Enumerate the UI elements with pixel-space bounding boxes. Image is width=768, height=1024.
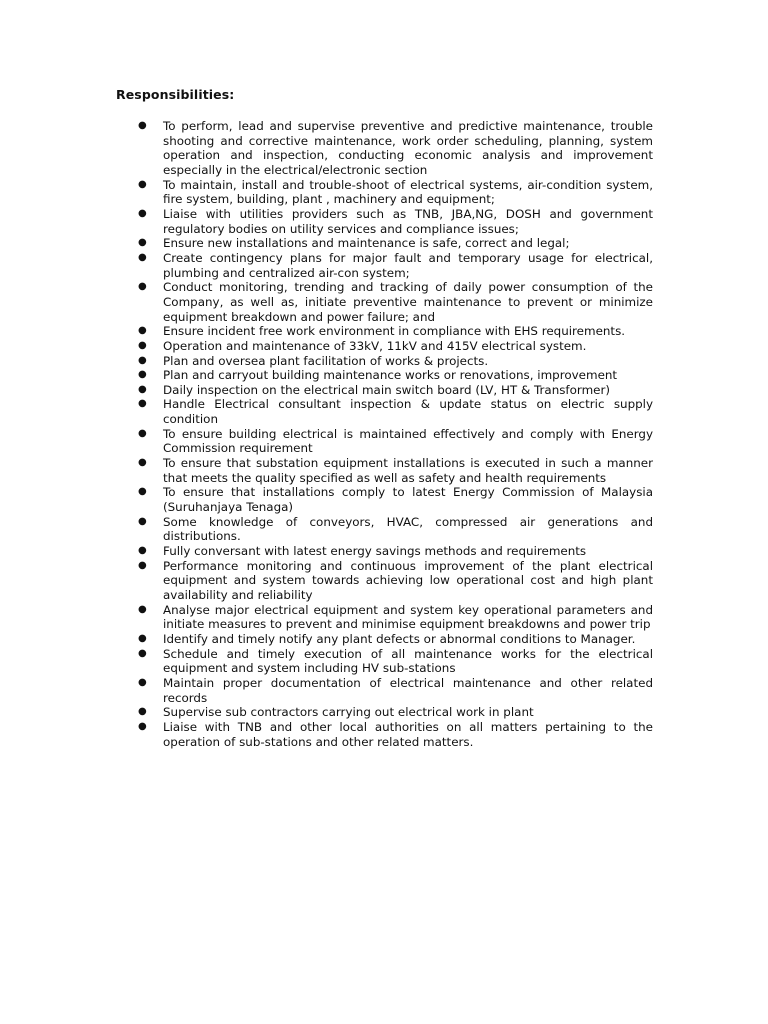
list-item [134,515,653,544]
list-item [134,485,653,514]
list-item-text: Daily inspection on the electrical main switch board (LV, HT & Transformer) [163,382,610,397]
list-item [134,603,653,632]
list-item [134,647,653,676]
list-item-text: Plan and carryout building maintenance works or renovations, improvement [163,368,618,383]
list-item [134,632,653,647]
list-item-text: To ensure building electrical is maintained effectively and comply with Energy Commission requirement [163,426,653,456]
list-item [134,368,653,383]
list-item [134,236,653,251]
list-item-text: Ensure incident free work environment in compliance with EHS requirements. [163,324,626,339]
list-item [134,207,653,236]
bullet-icon: ● [138,398,147,410]
list-item [134,339,653,354]
bullet-icon: ● [138,457,147,469]
bullet-icon: ● [138,647,147,659]
list-item [134,324,653,339]
list-item [134,251,653,280]
bullet-icon: ● [138,207,147,219]
bullet-icon: ● [138,369,147,381]
bullet-icon: ● [138,237,147,249]
list-item-text: Maintain proper documentation of electrical maintenance and other related records [163,675,653,705]
list-item-text: Plan and oversea plant facilitation of works & projects. [163,353,489,368]
list-item [134,720,653,749]
list-item-text: To ensure that substation equipment installations is executed in such a manner that meets the quality specified as well as safety and health requirements [163,456,653,485]
list-item-text: To ensure that installations comply to latest Energy Commission of Malaysia (Suruhanjaya Tenaga) [163,485,653,515]
bullet-icon: ● [138,339,147,351]
list-item [134,178,653,207]
bullet-icon: ● [138,720,147,732]
list-item-text: To perform, lead and supervise preventive and predictive maintenance, trouble shooting and corrective maintenance, work order scheduling, planning, system operation and inspection, conducting economic analysis and improvement especially in the electrical/electronic section [163,119,653,177]
list-item [134,354,653,369]
list-item [134,280,653,324]
list-item-text: Liaise with TNB and other local authorities on all matters pertaining to the operation of sub-stations and other related matters. [163,719,653,749]
bullet-icon: ● [138,427,147,439]
bullet-icon: ● [138,120,147,131]
bullet-icon: ● [138,515,147,527]
bullet-icon: ● [138,632,147,644]
list-item [134,119,653,178]
list-item-text: Handle Electrical consultant inspection & update status on electric supply condition [163,397,653,427]
list-item-text: Operation and maintenance of 33kV, 11kV and 415V electrical system. [163,338,587,353]
list-item [134,427,653,456]
list-item [134,383,653,398]
responsibilities-list [134,119,653,749]
bullet-icon: ● [138,545,147,557]
list-item-text: Some knowledge of conveyors, HVAC, compressed air generations and distributions. [163,514,653,544]
list-item-text: Identify and timely notify any plant defects or abnormal conditions to Manager. [163,631,636,646]
section-heading: Responsibilities: [116,87,235,102]
list-item-text: Ensure new installations and maintenance is safe, correct and legal; [163,236,570,251]
list-item-text: Fully conversant with latest energy savings methods and requirements [163,544,587,559]
bullet-icon: ● [138,178,147,190]
list-item-text: To maintain, install and trouble-shoot of electrical systems, air-condition system, fire system, building, plant , machinery and equipment; [163,177,653,207]
list-item-text: Supervise sub contractors carrying out electrical work in plant [163,705,534,720]
list-item-text: Create contingency plans for major fault and temporary usage for electrical, plumbing and centralized air-con system; [163,250,653,280]
list-item-text: Performance monitoring and continuous improvement of the plant electrical equipment and system towards achieving low operational cost and high plant availability and reliability [163,558,653,602]
list-item [134,676,653,705]
list-item [134,705,653,720]
bullet-icon: ● [138,603,147,615]
bullet-icon: ● [138,676,147,688]
bullet-icon: ● [138,383,147,395]
bullet-icon: ● [138,706,147,718]
list-item-text: Conduct monitoring, trending and tracking of daily power consumption of the Company, as well as, initiate preventive maintenance to prevent or minimize equipment breakdown and power failure; and [163,280,653,324]
bullet-icon: ● [138,486,147,498]
list-item-text: Liaise with utilities providers such as TNB, JBA,NG, DOSH and government regulatory bodies on utility services and compliance issues; [163,206,653,236]
list-item-text: Schedule and timely execution of all maintenance works for the electrical equipment and system including HV sub-stations [163,646,653,676]
list-item-text: Analyse major electrical equipment and system key operational parameters and initiate measures to prevent and minimise equipment breakdowns and power trip [163,602,653,632]
bullet-icon: ● [138,251,147,263]
list-item [134,456,653,485]
bullet-icon: ● [138,559,147,571]
bullet-icon: ● [138,354,147,366]
list-item [134,559,653,603]
bullet-icon: ● [138,281,147,293]
bullet-icon: ● [138,325,147,337]
list-item [134,544,653,559]
list-item [134,397,653,426]
